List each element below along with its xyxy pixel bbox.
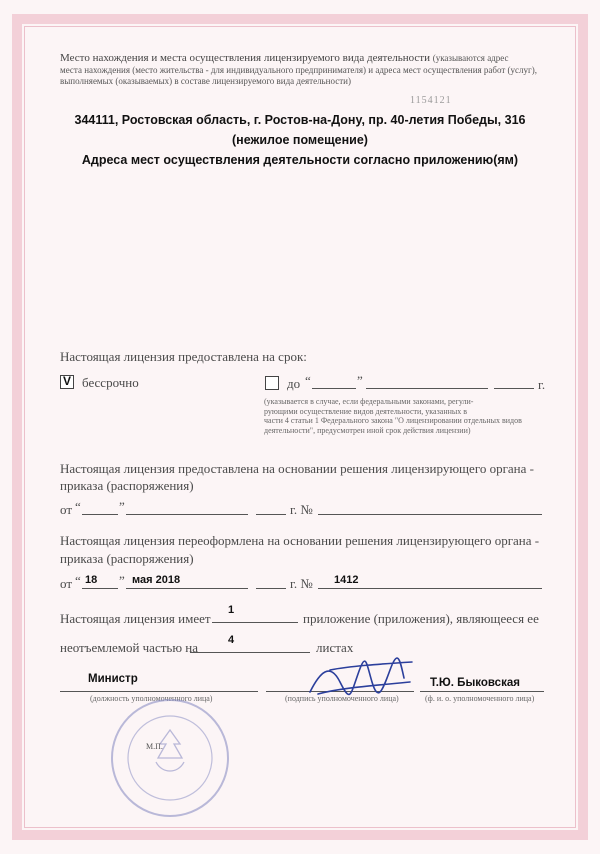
official-stamp — [108, 696, 232, 820]
appendix-prefix: Настоящая лицензия имеет — [60, 611, 211, 626]
header-title-line2: места нахождения (место жительства - для индивидуального предпринимателя) и адреса мест осуществления работ (услуг), — [60, 65, 537, 75]
basis-line1: Настоящая лицензия предоставлена на основании решения лицензирующего органа - — [60, 461, 534, 476]
until-quote-close: ” — [357, 373, 363, 388]
indefinite-checkbox[interactable] — [60, 375, 74, 389]
basis-quote-close: ” — [119, 499, 125, 514]
name-line — [420, 691, 544, 692]
appendix-sheets: 4 — [228, 634, 235, 646]
reissue-number: 1412 — [334, 574, 359, 586]
term-note-line2: рующими осуществление видов деятельности, указанных в — [264, 406, 468, 416]
indefinite-label: бессрочно — [82, 375, 139, 390]
basis-from-label: от — [60, 502, 73, 517]
reissue-number-label: г. № — [290, 576, 313, 591]
term-note-line1: (указывается в случае, если федеральными законами, регули- — [264, 397, 474, 406]
reissue-from-label: от — [60, 576, 73, 591]
until-year-suffix: г. — [538, 377, 546, 392]
reissue-day-line — [82, 588, 118, 589]
signature-caption: (подпись уполномоченного лица) — [285, 694, 399, 703]
position-caption: (должность уполномоченного лица) — [90, 694, 213, 703]
reissue-month-year: мая 2018 — [132, 574, 181, 586]
reissue-day: 18 — [85, 574, 98, 586]
term-note — [264, 397, 546, 435]
basis-number-line — [318, 514, 542, 515]
until-year-line — [494, 388, 534, 389]
check-mark: V — [63, 374, 72, 388]
basis-number-label: г. № — [290, 502, 313, 517]
until-checkbox[interactable] — [265, 376, 279, 390]
stamp-label: М.П. — [146, 742, 163, 751]
term-note-line3: части 4 статьи 1 Федерального закона "О лицензировании отдельных видов — [264, 416, 522, 425]
signer-position: Министр — [88, 673, 138, 685]
position-line — [60, 691, 258, 692]
basis-day-line — [82, 514, 118, 515]
reissue-quote-close: ” — [119, 573, 125, 588]
basis-quote-open: “ — [75, 499, 81, 514]
name-caption: (ф. и. о. уполномоченного лица) — [425, 694, 535, 703]
header-block — [60, 52, 560, 87]
reissue-quote-open: “ — [75, 573, 81, 588]
until-month-line — [366, 388, 488, 389]
basis-line2: приказа (распоряжения) — [60, 478, 194, 493]
reissue-month-line — [126, 588, 248, 589]
appendix-suffix: приложение (приложения), являющееся ее — [303, 611, 539, 626]
reissue-year-line — [256, 588, 286, 589]
header-title-line3: выполняемых (оказываемых) в составе лицензируемого вида деятельности) — [60, 76, 351, 86]
appendix-line2-prefix: неотъемлемой частью на — [60, 640, 199, 655]
basis-year-line — [256, 514, 286, 515]
appendix-count-line — [212, 622, 298, 623]
until-quote-open: “ — [305, 373, 311, 388]
address-line3: Адреса мест осуществления деятельности согласно приложению(ям) — [81, 153, 519, 167]
header-title-note: (указываются адрес — [432, 53, 509, 63]
term-label: Настоящая лицензия предоставлена на срок: — [60, 349, 307, 364]
handwritten-signature — [300, 652, 420, 708]
reissue-line2: приказа (распоряжения) — [60, 551, 194, 566]
basis-month-line — [126, 514, 248, 515]
address-line1: 344111, Ростовская область, г. Ростов-на-Дону, пр. 40-летия Победы, 316 — [74, 113, 526, 127]
serial-number: 1154121 — [410, 95, 452, 106]
term-note-line4: деятельности", предусмотрен иной срок действия лицензии) — [264, 425, 471, 435]
reissue-line1: Настоящая лицензия переоформлена на основании решения лицензирующего органа - — [60, 533, 540, 548]
until-day-line — [312, 388, 356, 389]
header-title-line1: Место нахождения и места осуществления лицензируемого вида деятельности — [60, 52, 430, 64]
reissue-number-line — [318, 588, 542, 589]
appendix-sheets-line — [190, 652, 310, 653]
appendix-sheets-label: листах — [316, 640, 354, 655]
signer-name: Т.Ю. Быковская — [430, 677, 520, 689]
until-label: до — [287, 376, 301, 391]
appendix-count: 1 — [228, 604, 235, 616]
address-line2: (нежилое помещение) — [232, 133, 368, 147]
